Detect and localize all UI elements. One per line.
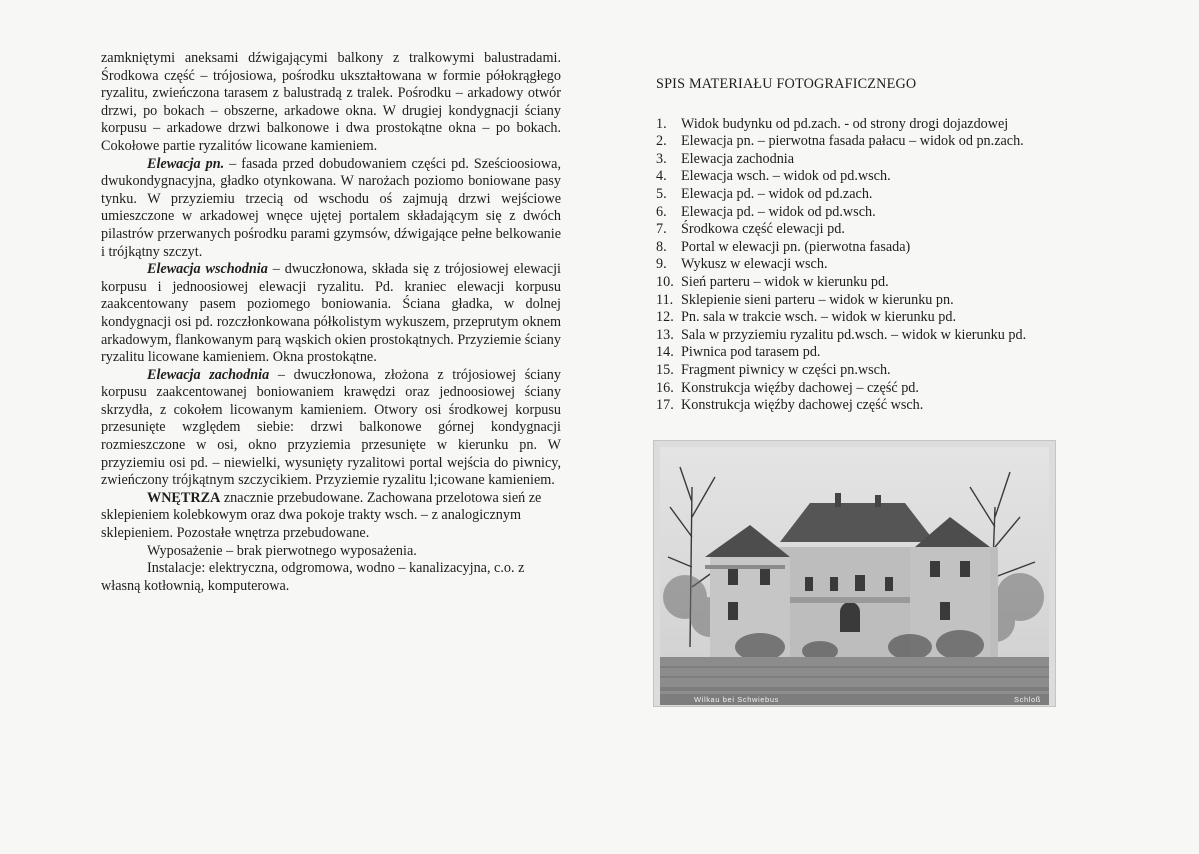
list-item: 14. Piwnica pod tarasem pd. <box>656 344 821 361</box>
list-item: 15. Fragment piwnicy w części pn.wsch. <box>656 361 891 378</box>
paragraph-1: zamkniętymi aneksami dźwigającymi balkony z tralkowymi balustradami. Środkowa część – trójosiowa, pośrodku ukształtowana w formie półokrągłego ryzalitu, zwieńczona tarasem z balustradą z tralek. Pośrodku – arkadowy otwór drzwi, po bokach – obszerne, arkadowe okna. W drugiej kondygnacji ściany korpusu – arkadowe drzwi balkonowe i dwa prostokątne okna – po bokach. Cokołowe partie ryzalitów licowane kamieniem. <box>101 50 561 154</box>
photo-list-column <box>656 76 1076 415</box>
list-item: 10. Sień parteru – widok w kierunku pd. <box>656 273 889 290</box>
photo-caption-right: Schloß <box>1014 695 1041 704</box>
list-item: 13. Sala w przyziemiu ryzalitu pd.wsch. – widok w kierunku pd. <box>656 326 1027 343</box>
paragraph-interiors: WNĘTRZA znacznie przebudowane. Zachowana przelotowa sień ze sklepieniem kolebkowym oraz dwa pokoje trakty wsch. – z analogicznym sklepieniem. Pozostałe wnętrza przebudowane. <box>101 489 542 542</box>
list-item: 17. Konstrukcja więźby dachowej część wsch. <box>656 397 924 414</box>
list-item: 4. Elewacja wsch. – widok od pd.wsch. <box>656 168 891 185</box>
heading-east-elevation: Elewacja wschodnia <box>147 261 268 278</box>
heading-west-elevation: Elewacja zachodnia <box>147 366 270 383</box>
photo-list <box>656 116 1076 415</box>
list-item: 12. Pn. sala w trakcie wsch. – widok w kierunku pd. <box>656 309 957 326</box>
heading-north-elevation: Elewacja pn. <box>147 155 225 172</box>
list-item: 3. Elewacja zachodnia <box>656 150 795 167</box>
photo-list-title: SPIS MATERIAŁU FOTOGRAFICZNEGO <box>656 76 917 92</box>
list-item: 6. Elewacja pd. – widok od pd.wsch. <box>656 203 876 220</box>
list-item: 2. Elewacja pn. – pierwotna fasada pałacu – widok od pn.zach. <box>656 133 1024 150</box>
historic-postcard-photo <box>653 440 1056 707</box>
paragraph-west-elevation: Elewacja zachodnia – dwuczłonowa, złożona z trójosiowej ściany korpusu zaakcentowanej boniowaniem krawędzi oraz jednoosiowej ściany skrzydła, z cokołem licowanym kamieniem. Otwory osi środkowej korpusu przesunięte względem siebie: drzwi balkonowe górnej kondygnacji rozmieszczone w osi, okno przyziemia przesunięte w kierunku pn. W przyziemiu osi pd. – niewielki, wysunięty ryzalitowi portal wejścia do piwnicy, zwieńczony trójkątnym szczycikiem. Przyziemie ryzalitu l;icowane kamieniem. <box>101 366 561 489</box>
list-item: 8. Portal w elewacji pn. (pierwotna fasada) <box>656 238 911 255</box>
list-item: 1. Widok budynku od pd.zach. - od strony drogi dojazdowej <box>656 115 1009 132</box>
heading-interiors: WNĘTRZA <box>147 489 221 506</box>
list-item: 5. Elewacja pd. – widok od pd.zach. <box>656 185 873 202</box>
list-item: 9. Wykusz w elewacji wsch. <box>656 256 828 273</box>
paragraph-east-elevation: Elewacja wschodnia – dwuczłonowa, składa się z trójosiowej elewacji korpusu i jednoosiowej elewacji ryzalitu. Pd. kraniec elewacji korpusu zaakcentowany pasem poziomego boniowania. Ściana gładka, w dolnej kondygnacji osi pd. rozczłonkowana półkolistym wykuszem, przeprutym oknem arkadowym, flankowanym parą wąskich okien prostokątnych. Przyziemie ściany ryzalitu licowane kamieniem. Okna prostokątne. <box>101 261 561 366</box>
list-item: 11. Sklepienie sieni parteru – widok w kierunku pn. <box>656 291 954 308</box>
manor-house-illustration <box>660 447 1049 705</box>
list-item: 16. Konstrukcja więźby dachowej – część pd. <box>656 379 919 396</box>
description-column <box>101 50 561 595</box>
list-item: 7. Środkowa część elewacji pd. <box>656 221 845 238</box>
photo-caption-left: Wilkau bei Schwiebus <box>694 695 779 704</box>
paragraph-installations: Instalacje: elektryczna, odgromowa, wodno – kanalizacyjna, c.o. z własną kotłownią, komputerowa. <box>101 560 525 594</box>
paragraph-equipment: Wyposażenie – brak pierwotnego wyposażenia. <box>147 542 417 559</box>
paragraph-north-elevation: Elewacja pn. – fasada przed dobudowaniem części pd. Sześcioosiowa, dwukondygnacyjna, gładko otynkowana. W narożach poziomo boniowane pasy tynku. W przyziemiu trzecią od wschodu oś zajmują drzwi wejściowe umieszczone w arkadowej wnęce ujętej portalem składającym się z dwóch pilastrów przerwanych pośrodku parami gzymsów, dźwigające pełne belkowanie i trójkątny szczyt. <box>101 155 562 260</box>
